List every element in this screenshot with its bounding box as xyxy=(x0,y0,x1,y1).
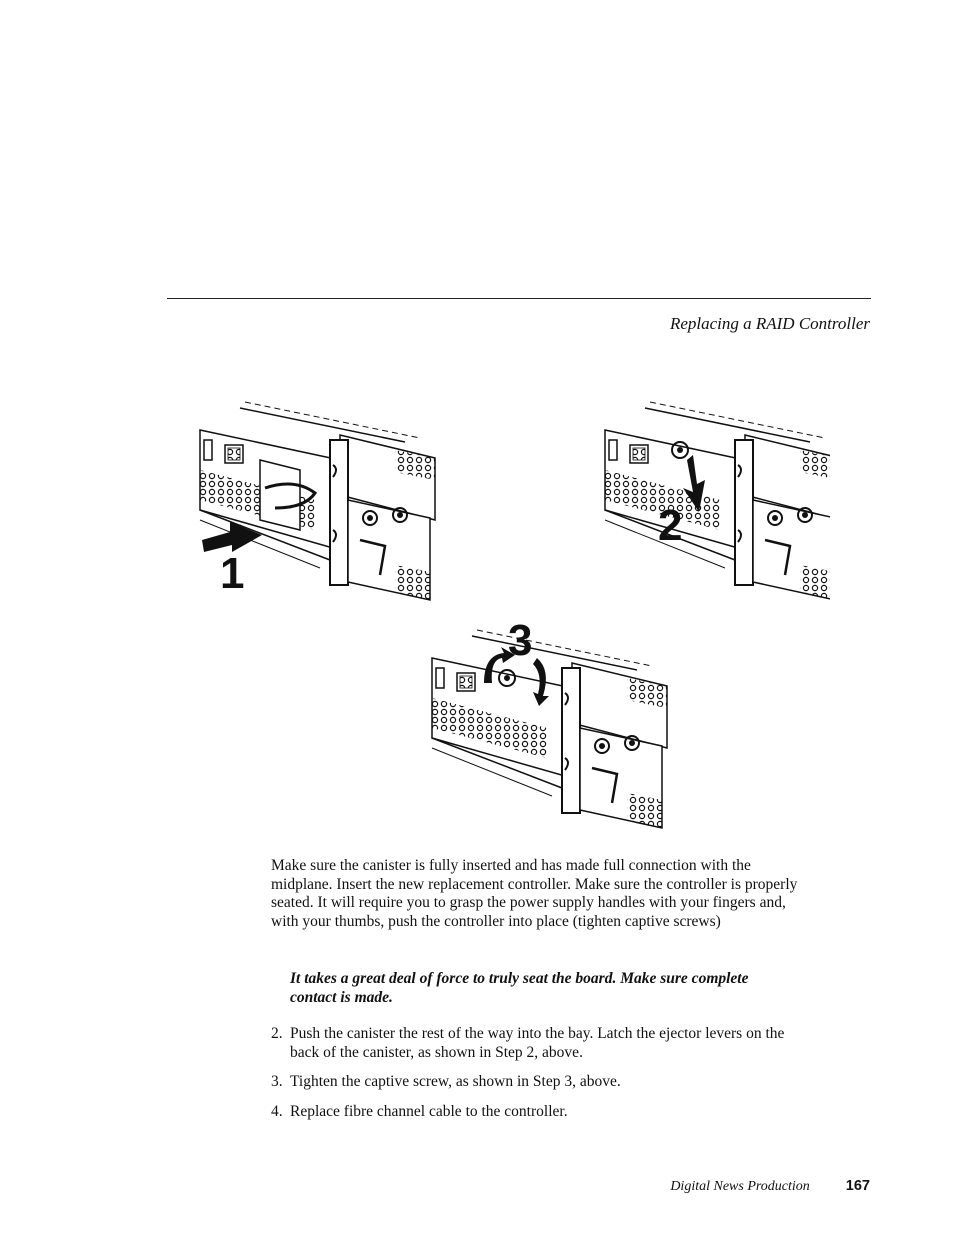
step-label-2: 2 xyxy=(658,501,683,550)
page-number: 167 xyxy=(845,1178,870,1194)
controller-installation-figure xyxy=(190,400,830,845)
list-item xyxy=(271,1103,816,1122)
push-arrow-icon xyxy=(202,522,262,552)
step-3-illustration xyxy=(432,630,667,828)
footer-title: Digital News Production xyxy=(670,1179,810,1194)
instruction-paragraph: Make sure the canister is fully inserted and has made full connection with the midplane. Insert the new replacement controller. Make sure the controller is properly seated. It will require you to grasp the power supply handles with your fingers and, with your thumbs, push the controller into place (tighten captive screws) xyxy=(271,857,798,930)
step-text: Replace fibre channel cable to the controller. xyxy=(290,1102,568,1120)
header-rule xyxy=(167,298,871,299)
step-text: Push the canister the rest of the way into the bay. Latch the ejector levers on the back of the canister, as shown in Step 2, above. xyxy=(290,1025,785,1061)
step-list xyxy=(271,1025,816,1132)
caution-note: It takes a great deal of force to truly seat the board. Make sure complete contact is made. xyxy=(290,970,749,1006)
list-item xyxy=(271,1073,816,1092)
list-item xyxy=(271,1025,816,1062)
step-number: 4. xyxy=(271,1102,283,1120)
step-2-illustration xyxy=(605,402,830,600)
step-text: Tighten the captive screw, as shown in Step 3, above. xyxy=(290,1073,621,1090)
step-label-3: 3 xyxy=(508,616,533,665)
step-label-1: 1 xyxy=(220,549,245,598)
step-number: 2. xyxy=(271,1025,283,1042)
step-number: 3. xyxy=(271,1073,283,1090)
page-footer xyxy=(670,1178,870,1195)
running-header: Replacing a RAID Controller xyxy=(669,314,870,333)
